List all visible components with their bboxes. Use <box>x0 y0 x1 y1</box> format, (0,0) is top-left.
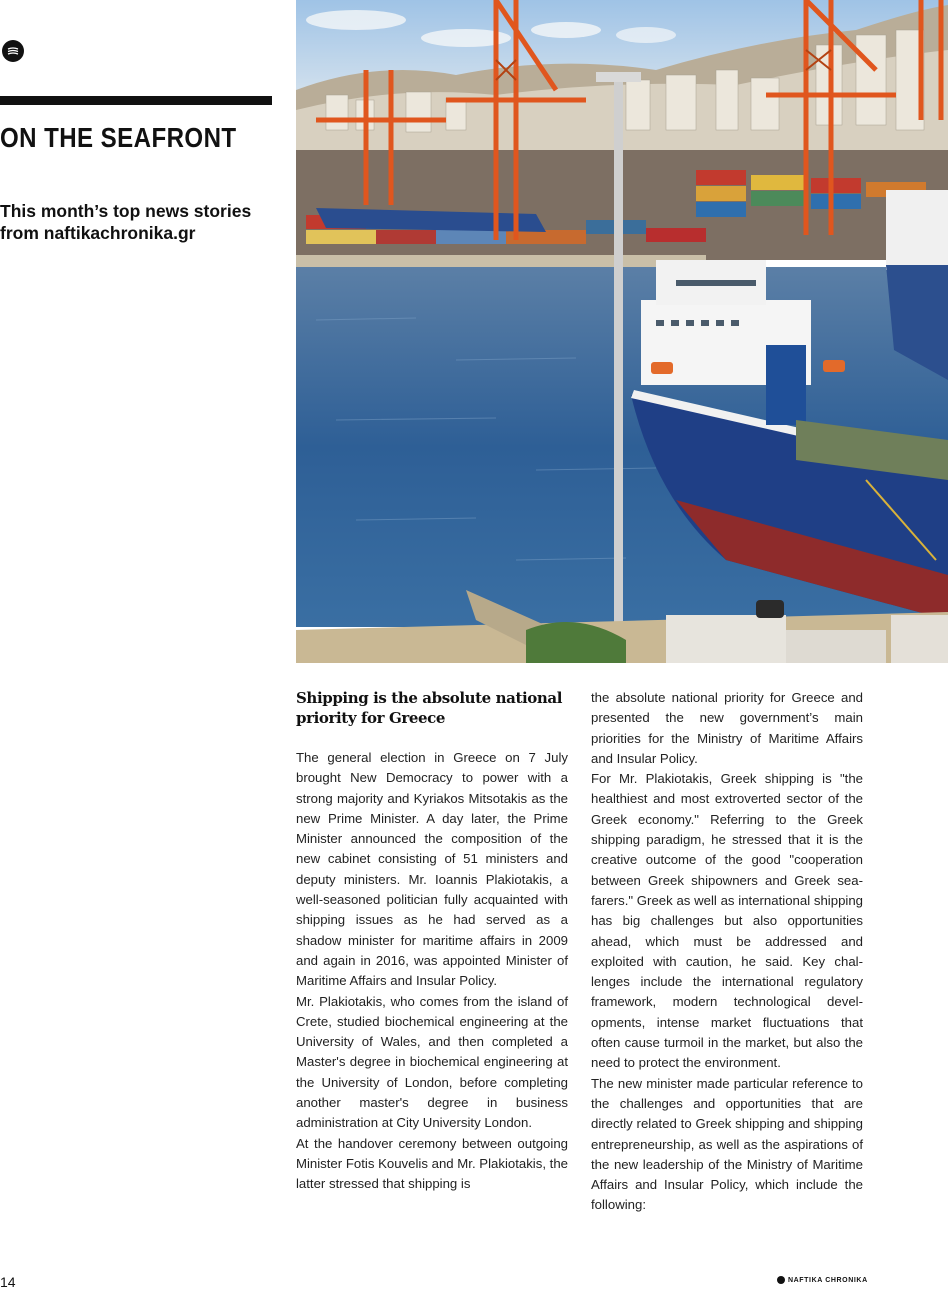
section-title: ON THE SEAFRONT <box>0 122 237 153</box>
article-paragraph: Mr. Plakiotakis, who comes from the island of Crete, studied biochemical engineering at the University of Wales, and then completed a Master's degree in biochemical engineering at the University of London, before completing another master's degree in business administration at City University London. <box>296 993 568 1131</box>
article-paragraph: At the handover ceremony between outgoing Minister Fotis Kouvelis and Mr. Plakiotakis, the latter stressed that shipping is <box>296 1135 568 1192</box>
brand-logo-icon <box>2 40 24 62</box>
article-paragraph: the absolute national priority for Greece and presented the new government’s main priorities for the Ministry of Maritime Affairs and Insular Policy. <box>591 690 863 766</box>
section-subtitle: This month’s top news stories from naftikachronika.gr <box>0 201 252 243</box>
article-column-1 <box>296 688 568 1195</box>
footer-brand <box>777 1276 868 1284</box>
article-headline: Shipping is the absolute national priority for Greece <box>296 689 563 727</box>
brand-dot-icon <box>777 1276 785 1284</box>
article-column-2 <box>591 688 863 1216</box>
port-illustration <box>296 0 948 663</box>
article-paragraph: For Mr. Plakiotakis, Greek shipping is "the healthiest and most extroverted sector of the Greek economy." Referring to the Greek shipping paradigm, he stressed that it is the creative outcome of the good "cooperation between Greek shipowners and Greek seafarers." Greek as well as international shipping has big challenges but also opportunities ahead, which must be addressed and exploited with caution, he said. Key challenges include the international regulatory framework, modern technological developments, intense market fluctuations that often cause turmoil in the market, but also the need to protect the environment. <box>591 771 863 1071</box>
article-paragraph: The general election in Greece on 7 July brought New Democracy to power with a strong majority and Kyriakos Mitsotakis as the new Prime Minister. A day later, the Prime Minister announced the composition of the new cabinet consisting of 51 ministers and deputy ministers. Mr. Ioannis Plakiotakis, a well-seasoned politician fully acquainted with shipping issues as he had served as a shadow minister for maritime affairs in 2009 and again in 2016, was appointed Minister of Maritime Affairs and Insular Policy. <box>296 750 568 989</box>
page-number: 14 <box>0 1274 16 1290</box>
port-photo <box>296 0 948 663</box>
article-paragraph: The new minister made particular reference to the challenges and opportunities that are directly related to Greek shipping and shipping entrepreneurship, as well as the aspirations of the new leadership of the Ministry of Maritime Affairs and Insular Policy, which include the following: <box>591 1075 863 1213</box>
footer-brand-name: NAFTIKA CHRONIKA <box>788 1276 868 1284</box>
section-rule <box>0 96 272 105</box>
